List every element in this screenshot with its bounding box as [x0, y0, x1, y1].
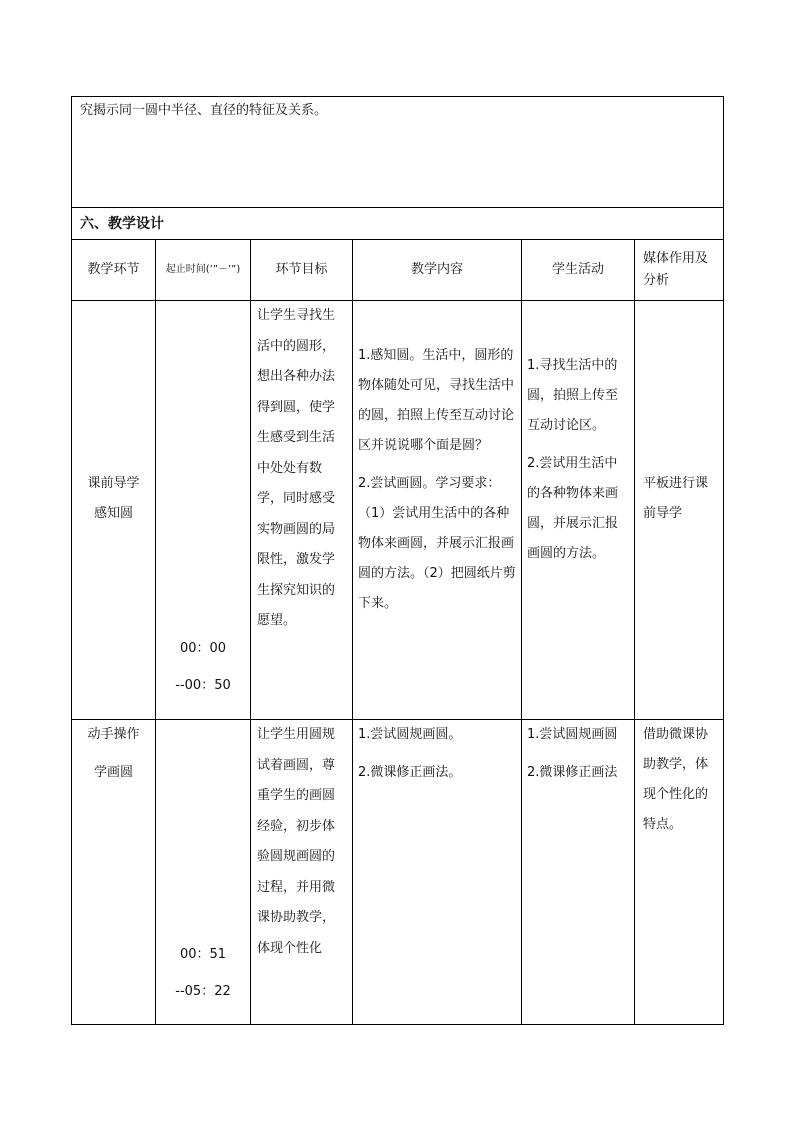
media-cell	[635, 301, 724, 720]
time-cell	[156, 301, 251, 720]
time-range	[156, 630, 250, 704]
phase-line: 课前导学	[87, 476, 140, 491]
time-end: --00：50	[175, 678, 231, 693]
document-page	[71, 96, 723, 1025]
activity-paragraph: 1.尝试圆规画圆	[527, 727, 618, 742]
media-text: 平板进行课前导学	[643, 476, 709, 521]
phase-label	[72, 469, 155, 529]
activity-block	[522, 301, 634, 583]
activity-paragraph: 1.寻找生活中的圆，拍照上传至互动讨论区。	[527, 358, 619, 433]
phase-cell	[72, 720, 156, 1025]
content-paragraph: 2.尝试画圆。学习要求：（1）尝试用生活中的各种物体来画圆，并展示汇报画圆的方法。（2）把圆纸片剪下来。	[358, 476, 516, 611]
section-title: 六、教学设计	[72, 208, 724, 240]
intro-text: 究揭示同一圆中半径、直径的特征及关系。	[72, 97, 724, 208]
media-cell: 借助微课协助教学，体现个性化的特点。	[635, 720, 724, 1025]
header-goal: 环节目标	[251, 240, 353, 301]
phase-line: 学画圆	[93, 765, 133, 780]
section-title-row	[72, 208, 724, 240]
table-header-row	[72, 240, 724, 301]
content-paragraph: 2.微课修正画法。	[358, 765, 462, 780]
header-time: 起止时间(’”－’”)	[156, 240, 251, 301]
table-row	[72, 301, 724, 720]
phase-cell	[72, 301, 156, 720]
activity-paragraph: 2.微课修正画法	[527, 765, 618, 780]
phase-line: 动手操作	[87, 727, 140, 742]
header-media: 媒体作用及分析	[635, 240, 724, 301]
header-activity: 学生活动	[522, 240, 635, 301]
content-cell	[353, 301, 522, 720]
activity-paragraph: 2.尝试用生活中的各种物体来画圆，并展示汇报画圆的方法。	[527, 456, 619, 561]
header-content: 教学内容	[353, 240, 522, 301]
activity-cell	[522, 301, 635, 720]
phase-label	[72, 720, 155, 788]
time-range	[156, 936, 250, 1010]
content-paragraph: 1.尝试圆规画圆。	[358, 727, 462, 742]
table-row	[72, 720, 724, 1025]
intro-row	[72, 97, 724, 208]
goal-cell: 让学生用圆规试着画圆，尊重学生的画圆经验，初步体验圆规画圆的过程，并用微课协助教学，体现个性化	[251, 720, 353, 1025]
activity-cell	[522, 720, 635, 1025]
time-end: --05：22	[175, 984, 231, 999]
lesson-design-table	[71, 96, 724, 1025]
content-block	[353, 301, 521, 633]
time-cell	[156, 720, 251, 1025]
goal-cell: 让学生寻找生活中的圆形，想出各种办法得到圆，使学生感受到生活中处处有数学，同时感受实物画圆的局限性，激发学生探究知识的愿望。	[251, 301, 353, 720]
phase-line: 感知圆	[93, 506, 133, 521]
time-start: 00：51	[179, 947, 227, 962]
header-phase: 教学环节	[72, 240, 156, 301]
content-block	[353, 720, 521, 802]
activity-block	[522, 720, 634, 802]
time-start: 00：00	[179, 641, 227, 656]
content-cell	[353, 720, 522, 1025]
content-paragraph: 1.感知圆。生活中，圆形的物体随处可见，寻找生活中的圆，拍照上传至互动讨论区并说说哪个面是圆？	[358, 348, 515, 453]
